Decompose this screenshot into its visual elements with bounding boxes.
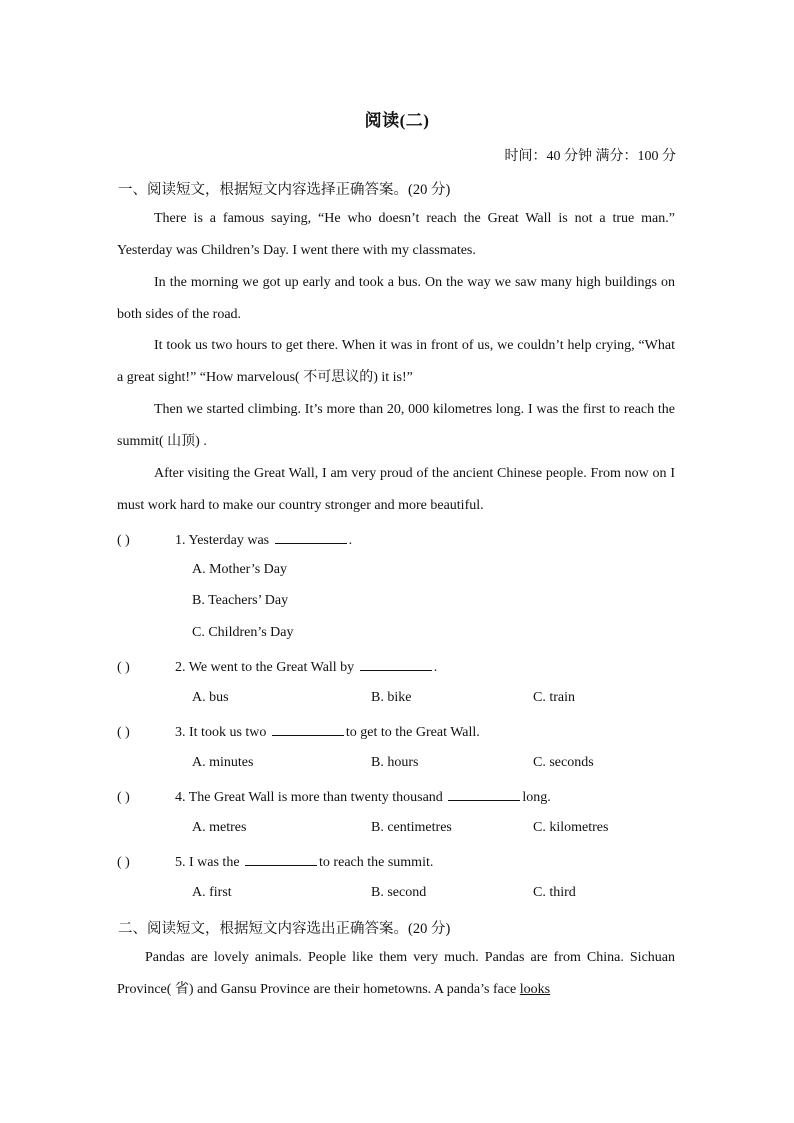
question-text-end: to get to the Great Wall.: [345, 725, 480, 740]
answer-paren[interactable]: ( ): [117, 660, 130, 675]
passage-paragraph: Then we started climbing. It’s more than 20, 000 kilometres long. I was the first to reach the summit( 山顶) .: [117, 402, 675, 449]
answer-paren[interactable]: ( ): [117, 533, 130, 548]
answer-blank[interactable]: [448, 787, 520, 801]
answer-blank[interactable]: [275, 530, 347, 544]
option-a: A. Mother’s Day: [192, 562, 288, 577]
passage-paragraph: It took us two hours to get there. When it was in front of us, we couldn’t help crying, “What a great sight!” “How marvelous( 不可思议的) it is!”: [117, 338, 675, 385]
answer-blank[interactable]: [360, 657, 432, 671]
option-a: A. metres: [192, 820, 247, 835]
option-c: C. seconds: [533, 755, 594, 770]
option-a: A. first: [192, 885, 232, 900]
section-2-heading: 二、阅读短文，根据短文内容选出正确答案。(20 分): [118, 921, 451, 937]
option-b: B. centimetres: [371, 820, 452, 835]
answer-paren[interactable]: ( ): [117, 790, 130, 805]
passage-paragraph: There is a famous saying, “He who doesn’t reach the Great Wall is not a true man.” Yesterday was Children’s Day. I went there with my classmates.: [117, 211, 675, 258]
option-c: C. train: [533, 690, 575, 705]
answer-paren[interactable]: ( ): [117, 855, 130, 870]
answer-paren[interactable]: ( ): [117, 725, 130, 740]
option-a: A. bus: [192, 690, 229, 705]
answer-blank[interactable]: [272, 722, 344, 736]
question-text-end: long.: [522, 790, 551, 805]
question-text: 1. Yesterday was: [175, 533, 270, 548]
question-text-end: to reach the summit.: [319, 855, 434, 870]
question-text: 4. The Great Wall is more than twenty thousand: [175, 790, 443, 805]
question-2: [117, 657, 437, 676]
option-c: C. kilometres: [533, 820, 609, 835]
question-1: [117, 530, 352, 549]
option-c: C. Children’s Day: [192, 625, 294, 640]
question-text: 5. I was the: [175, 855, 240, 870]
question-text: 3. It took us two: [175, 725, 267, 740]
question-3: [117, 722, 480, 741]
option-b: B. hours: [371, 755, 419, 770]
time-and-score: 时间：40 分钟 满分：100 分: [504, 149, 676, 164]
question-5: [117, 852, 433, 871]
passage-paragraph-2: [117, 942, 675, 1005]
question-text: 2. We went to the Great Wall by: [175, 660, 355, 675]
option-b: B. bike: [371, 690, 412, 705]
option-b: B. second: [371, 885, 427, 900]
option-c: C. third: [533, 885, 576, 900]
section-1-heading: 一、阅读短文，根据短文内容选择正确答案。(20 分): [118, 182, 451, 198]
passage-paragraph: After visiting the Great Wall, I am very proud of the ancient Chinese people. From now on I must work hard to make our country stronger and more beautiful.: [117, 466, 675, 513]
answer-blank[interactable]: [245, 852, 317, 866]
option-b: B. Teachers’ Day: [192, 593, 289, 608]
question-text-end: .: [348, 533, 353, 548]
option-a: A. minutes: [192, 755, 254, 770]
passage-paragraph: In the morning we got up early and took a bus. On the way we saw many high buildings on both sides of the road.: [117, 275, 675, 322]
question-4: [117, 787, 551, 806]
page-title: 阅读(二): [364, 111, 430, 130]
question-text-end: .: [433, 660, 438, 675]
underlined-word: looks: [519, 981, 551, 997]
passage-text: Pandas are lovely animals. People like them very much. Pandas are from China. Sichuan Province( 省) and Gansu Province are their hometowns. A panda’s face: [117, 950, 675, 997]
